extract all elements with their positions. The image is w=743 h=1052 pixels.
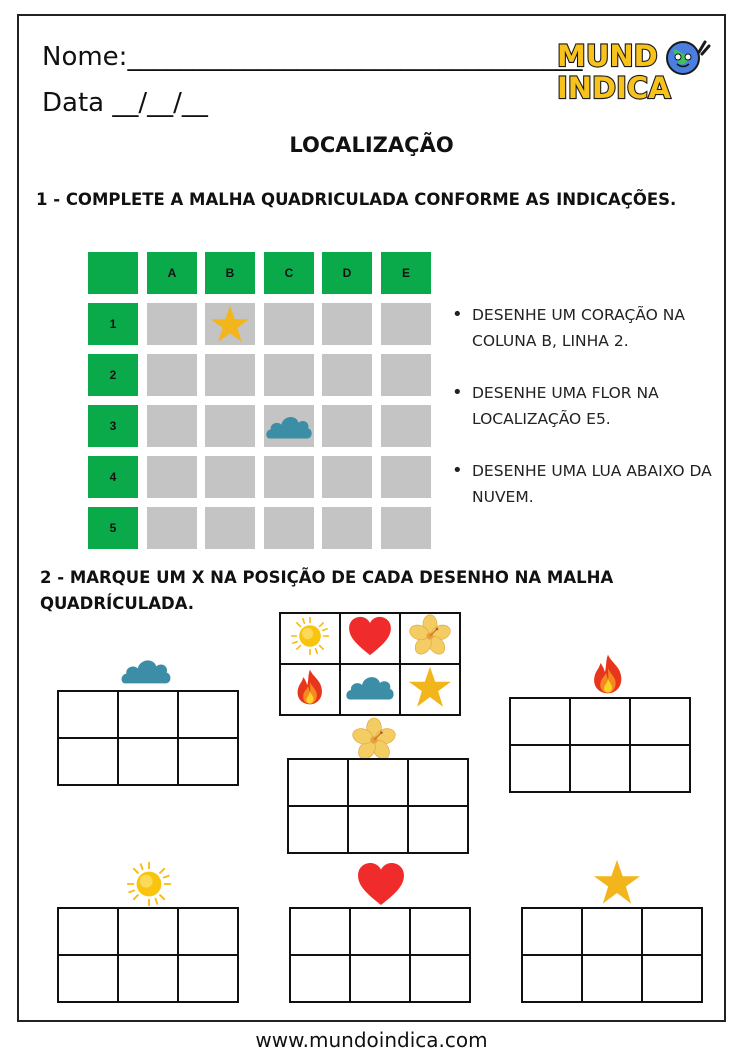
row-header-1: 1 xyxy=(88,303,138,345)
answer-cell[interactable] xyxy=(350,908,410,955)
grid-cell-c1[interactable] xyxy=(264,303,314,345)
answer-cell[interactable] xyxy=(178,955,238,1002)
answer-cell[interactable] xyxy=(522,955,582,1002)
answer-cell[interactable] xyxy=(630,698,690,745)
grid-cell-a4[interactable] xyxy=(147,456,197,498)
answer-cell[interactable] xyxy=(290,955,350,1002)
grid-cell-d2[interactable] xyxy=(322,354,372,396)
answer-grid-flower xyxy=(287,758,469,854)
flower-icon xyxy=(408,614,452,658)
answer-cell[interactable] xyxy=(570,745,630,792)
column-header-a: A xyxy=(147,252,197,294)
reference-cell xyxy=(340,664,400,715)
grid-cell-e2[interactable] xyxy=(381,354,431,396)
heart-icon xyxy=(348,616,392,656)
reference-cell xyxy=(280,613,340,664)
grid-cell-d3[interactable] xyxy=(322,405,372,447)
answer-cell[interactable] xyxy=(408,806,468,853)
grid-cell-b2[interactable] xyxy=(205,354,255,396)
cloud-icon xyxy=(120,655,172,686)
column-header-c: C xyxy=(264,252,314,294)
answer-cell[interactable] xyxy=(582,908,642,955)
sun-icon xyxy=(290,616,330,656)
star-icon xyxy=(592,858,642,906)
flower-icon xyxy=(351,717,397,763)
answer-cell[interactable] xyxy=(630,745,690,792)
column-header-e: E xyxy=(381,252,431,294)
row-header-3: 3 xyxy=(88,405,138,447)
fire-icon xyxy=(293,667,327,707)
answer-cell[interactable] xyxy=(642,908,702,955)
heart-icon xyxy=(357,862,405,906)
answer-cell[interactable] xyxy=(288,759,348,806)
cloud-icon xyxy=(345,672,395,702)
grid-cell-c3[interactable] xyxy=(264,405,314,447)
answer-cell[interactable] xyxy=(288,806,348,853)
answer-cell[interactable] xyxy=(510,698,570,745)
grid-cell-a3[interactable] xyxy=(147,405,197,447)
answer-grid-sun xyxy=(57,907,239,1003)
answer-cell[interactable] xyxy=(290,908,350,955)
answer-cell[interactable] xyxy=(178,738,238,785)
answer-cell[interactable] xyxy=(58,691,118,738)
grid-cell-c5[interactable] xyxy=(264,507,314,549)
grid-cell-b5[interactable] xyxy=(205,507,255,549)
answer-cell[interactable] xyxy=(510,745,570,792)
column-header-b: B xyxy=(205,252,255,294)
answer-cell[interactable] xyxy=(178,908,238,955)
row-header-4: 4 xyxy=(88,456,138,498)
answer-grid-cloud xyxy=(57,690,239,786)
grid-cell-b4[interactable] xyxy=(205,456,255,498)
grid-cell-e3[interactable] xyxy=(381,405,431,447)
reference-cell xyxy=(340,613,400,664)
answer-cell[interactable] xyxy=(118,908,178,955)
answer-cell[interactable] xyxy=(582,955,642,1002)
svg-text:INDICA: INDICA xyxy=(557,71,671,104)
answer-cell[interactable] xyxy=(570,698,630,745)
answer-cell[interactable] xyxy=(410,955,470,1002)
grid-cell-b1[interactable] xyxy=(205,303,255,345)
name-field-label: Nome:___________________________________ xyxy=(42,42,583,72)
answer-grid-fire xyxy=(509,697,691,793)
instruction-item: • DESENHE UMA FLOR NA LOCALIZAÇÃO E5. xyxy=(452,380,712,432)
row-header-2: 2 xyxy=(88,354,138,396)
reference-grid xyxy=(279,612,461,716)
answer-cell[interactable] xyxy=(58,738,118,785)
grid-corner-cell xyxy=(88,252,138,294)
row-header-5: 5 xyxy=(88,507,138,549)
grid-cell-c4[interactable] xyxy=(264,456,314,498)
mundo-indica-logo xyxy=(553,38,713,104)
reference-cell xyxy=(280,664,340,715)
grid-cell-c2[interactable] xyxy=(264,354,314,396)
answer-cell[interactable] xyxy=(58,908,118,955)
reference-cell xyxy=(400,664,460,715)
reference-cell xyxy=(400,613,460,664)
answer-cell[interactable] xyxy=(642,955,702,1002)
answer-grid-heart xyxy=(289,907,471,1003)
footer-website[interactable]: www.mundoindica.com xyxy=(255,1028,488,1052)
answer-cell[interactable] xyxy=(348,759,408,806)
answer-cell[interactable] xyxy=(178,691,238,738)
date-field-label: Data __/__/__ xyxy=(42,88,208,118)
question-2-text: 2 - MARQUE UM X NA POSIÇÃO DE CADA DESENHO NA MALHA QUADRÍCULADA. xyxy=(40,568,614,613)
grid-cell-e1[interactable] xyxy=(381,303,431,345)
answer-cell[interactable] xyxy=(350,955,410,1002)
star-icon xyxy=(210,304,250,344)
grid-cell-d5[interactable] xyxy=(322,507,372,549)
answer-cell[interactable] xyxy=(58,955,118,1002)
instruction-item: • DESENHE UMA LUA ABAIXO DA NUVEM. xyxy=(452,458,712,510)
grid-cell-e5[interactable] xyxy=(381,507,431,549)
sun-icon xyxy=(126,861,172,907)
answer-cell[interactable] xyxy=(118,691,178,738)
answer-grid-star xyxy=(521,907,703,1003)
instruction-item: • DESENHE UM CORAÇÃO NA COLUNA B, LINHA 2. xyxy=(452,302,712,354)
grid-cell-a1[interactable] xyxy=(147,303,197,345)
instruction-list xyxy=(452,302,712,536)
answer-cell[interactable] xyxy=(118,955,178,1002)
grid-cell-e4[interactable] xyxy=(381,456,431,498)
column-header-d: D xyxy=(322,252,372,294)
svg-text:MUND: MUND xyxy=(557,39,658,73)
answer-cell[interactable] xyxy=(118,738,178,785)
grid-cell-a5[interactable] xyxy=(147,507,197,549)
grid-cell-a2[interactable] xyxy=(147,354,197,396)
star-icon xyxy=(407,665,453,709)
page-title: LOCALIZAÇÃO xyxy=(289,133,454,157)
answer-cell[interactable] xyxy=(408,759,468,806)
grid-cell-d1[interactable] xyxy=(322,303,372,345)
fire-icon xyxy=(589,652,627,696)
grid-cell-b3[interactable] xyxy=(205,405,255,447)
grid-cell-d4[interactable] xyxy=(322,456,372,498)
answer-cell[interactable] xyxy=(522,908,582,955)
answer-cell[interactable] xyxy=(348,806,408,853)
cloud-icon xyxy=(265,412,313,441)
question-1-text: 1 - COMPLETE A MALHA QUADRICULADA CONFORME AS INDICAÇÕES. xyxy=(36,190,677,209)
answer-cell[interactable] xyxy=(410,908,470,955)
